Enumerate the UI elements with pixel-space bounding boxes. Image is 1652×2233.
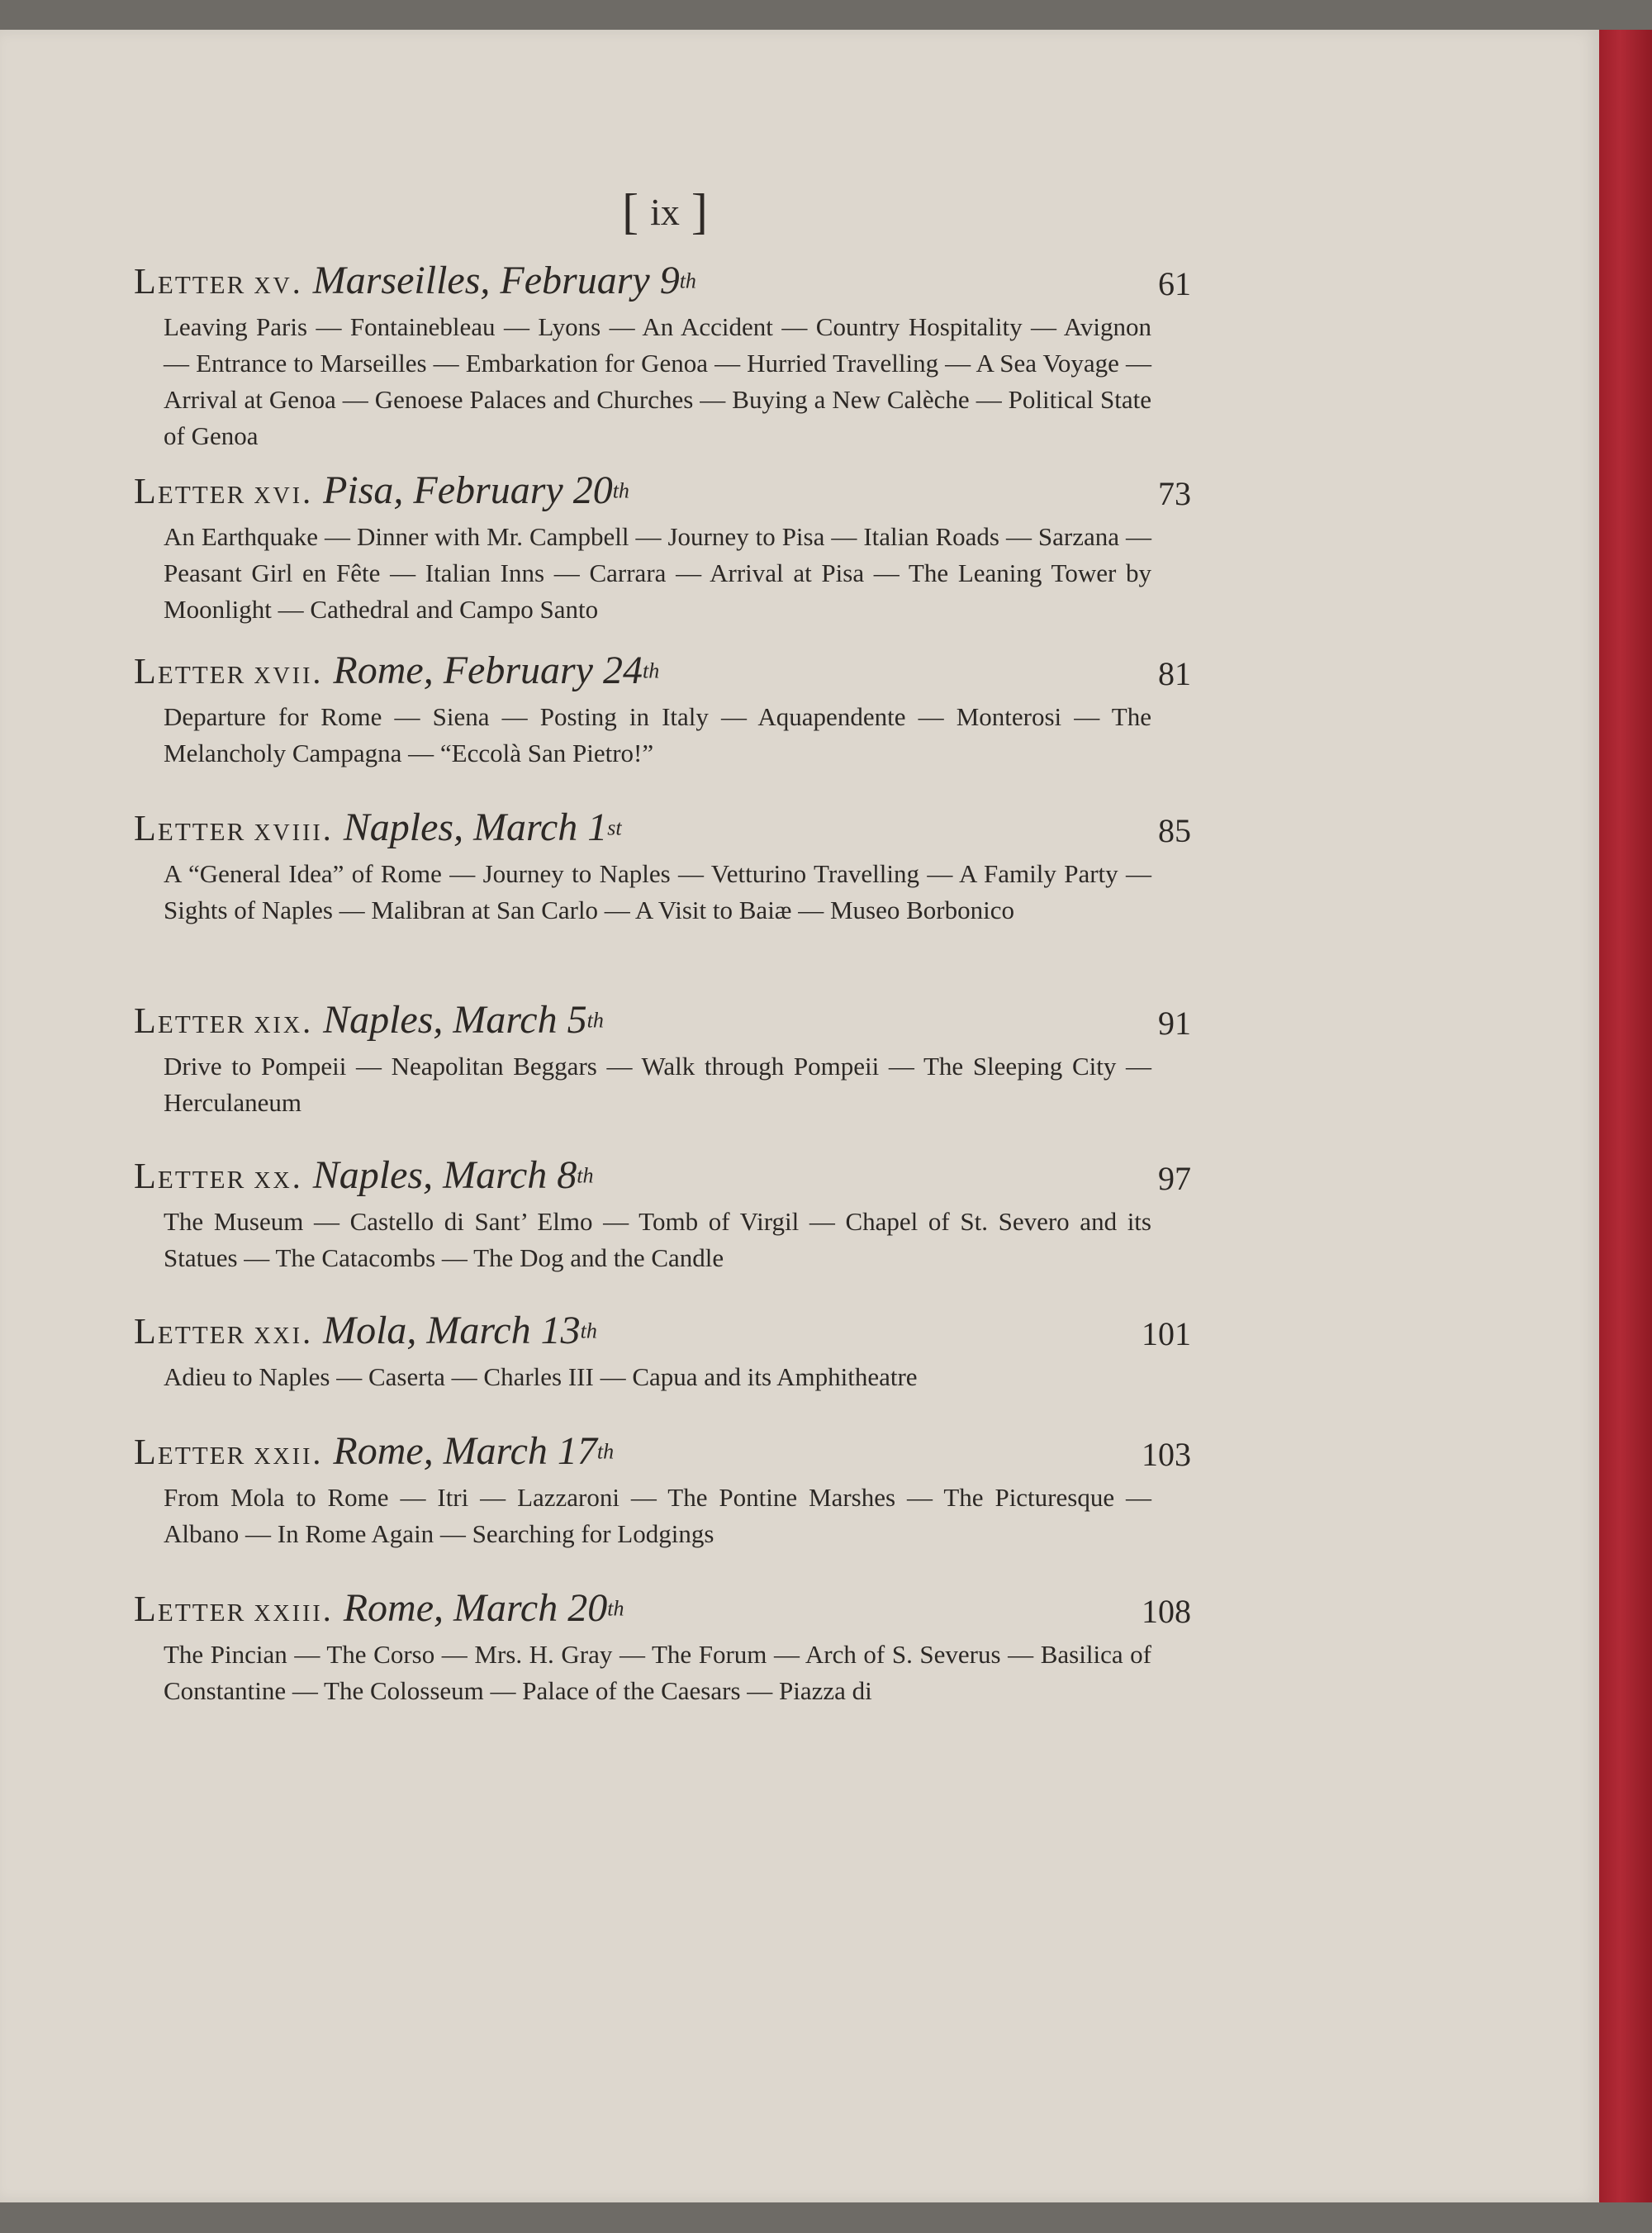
entry-heading (134, 1585, 1191, 1637)
letter-numeral: xix. (254, 1003, 314, 1040)
letter-summary: From Mola to Rome — Itri — Lazzaroni — The Pontine Marshes — The Picturesque — Albano — In Rome Again — Searching for Lodgings (164, 1483, 1151, 1548)
entry-heading (134, 1308, 1191, 1359)
page-reference: 91 (1158, 1005, 1191, 1042)
toc-entry-16 (134, 468, 1191, 648)
toc-entry-17 (134, 648, 1191, 805)
letter-numeral: xxii. (254, 1434, 324, 1471)
place-date: Pisa, February 20 (323, 468, 613, 512)
letter-summary: An Earthquake — Dinner with Mr. Campbell — Journey to Pisa — Italian Roads — Sarzana — Peasant Girl en Fête — Italian Inns — Carrara — Arrival at Pisa — The Leaning Tower by Moonlight — Cathedral and Campo Santo (164, 522, 1151, 624)
date-suffix: st (607, 815, 622, 840)
table-of-contents (134, 258, 1191, 1718)
letter-summary: A “General Idea” of Rome — Journey to Naples — Vetturino Travelling — A Family Party — Sights of Naples — Malibran at San Carlo — A Visit to Baiæ — Museo Borbonico (164, 859, 1151, 924)
page-reference: 73 (1158, 475, 1191, 512)
page-reference: 85 (1158, 812, 1191, 849)
letter-summary: Leaving Paris — Fontainebleau — Lyons — An Accident — Country Hospitality — Avignon — Entrance to Marseilles — Embarkation for Genoa — Hurried Travelling — A Sea Voyage — Arrival at Genoa — Genoese Palaces and Churches — Buying a New Calèche — Political State of Genoa (164, 312, 1151, 450)
letter-numeral: xx. (254, 1158, 303, 1195)
entry-heading (134, 648, 1191, 699)
letter-summary: The Pincian — The Corso — Mrs. H. Gray — The Forum — Arch of S. Severus — Basilica of Constantine — The Colosseum — Palace of the Caesars — Piazza di (164, 1640, 1151, 1705)
date-suffix: th (612, 478, 629, 503)
page-reference: 61 (1158, 265, 1191, 302)
entry-heading (134, 997, 1191, 1048)
letter-label: Letter (134, 651, 246, 691)
entry-heading (134, 468, 1191, 519)
letter-summary: The Museum — Castello di Sant’ Elmo — Tomb of Virgil — Chapel of St. Severo and its Statues — The Catacombs — The Dog and the Candle (164, 1207, 1151, 1272)
toc-entry-20 (134, 1152, 1191, 1308)
place-date: Naples, March 8 (312, 1153, 577, 1197)
date-suffix: th (642, 658, 660, 683)
letter-label: Letter (134, 1311, 246, 1352)
letter-label: Letter (134, 808, 246, 848)
date-suffix: th (586, 1008, 604, 1033)
toc-entry-19 (134, 997, 1191, 1152)
letter-numeral: xvi. (254, 473, 314, 511)
letter-label: Letter (134, 261, 246, 302)
place-date: Naples, March 1 (343, 805, 608, 849)
letter-numeral: xvii. (254, 653, 324, 691)
letter-numeral: xxi. (254, 1314, 314, 1351)
toc-entry-23 (134, 1585, 1191, 1718)
date-suffix: th (596, 1439, 615, 1464)
page-reference: 101 (1142, 1315, 1191, 1352)
letter-label: Letter (134, 1156, 246, 1196)
place-date: Mola, March 13 (323, 1309, 581, 1352)
page-number-header (0, 183, 1330, 240)
right-bracket: ] (691, 184, 708, 239)
letter-label: Letter (134, 1589, 246, 1629)
toc-entry-15 (134, 258, 1191, 468)
date-suffix: th (577, 1163, 594, 1188)
toc-entry-21 (134, 1308, 1191, 1428)
entry-heading (134, 258, 1191, 309)
page-reference: 108 (1142, 1593, 1191, 1630)
page-reference: 81 (1158, 655, 1191, 692)
date-suffix: th (607, 1596, 624, 1621)
entry-heading (134, 1428, 1191, 1480)
page-number: ix (650, 191, 680, 233)
toc-entry-18 (134, 805, 1191, 997)
place-date: Marseilles, February 9 (312, 259, 680, 302)
place-date: Rome, March 17 (333, 1429, 597, 1473)
entry-heading (134, 805, 1191, 856)
letter-label: Letter (134, 1432, 246, 1472)
book-cover-edge (1599, 30, 1652, 2202)
letter-summary: Departure for Rome — Siena — Posting in Italy — Aquapendente — Monterosi — The Melancholy Campagna — “Eccolà San Pietro!” (164, 702, 1151, 767)
place-date: Rome, March 20 (343, 1586, 608, 1630)
letter-summary: Drive to Pompeii — Neapolitan Beggars — Walk through Pompeii — The Sleeping City — Herculaneum (164, 1052, 1151, 1117)
toc-entry-22 (134, 1428, 1191, 1585)
letter-numeral: xxiii. (254, 1591, 334, 1628)
place-date: Rome, February 24 (333, 649, 643, 692)
date-suffix: th (679, 268, 696, 293)
letter-summary: Adieu to Naples — Caserta — Charles III — Capua and its Amphitheatre (164, 1362, 918, 1391)
letter-numeral: xviii. (254, 810, 334, 848)
date-suffix: th (580, 1318, 597, 1343)
letter-label: Letter (134, 1000, 246, 1041)
letter-numeral: xv. (254, 264, 303, 301)
place-date: Naples, March 5 (323, 998, 587, 1042)
page-reference: 97 (1158, 1160, 1191, 1197)
entry-heading (134, 1152, 1191, 1204)
left-bracket: [ (622, 184, 639, 239)
page-reference: 103 (1142, 1436, 1191, 1473)
letter-label: Letter (134, 471, 246, 511)
